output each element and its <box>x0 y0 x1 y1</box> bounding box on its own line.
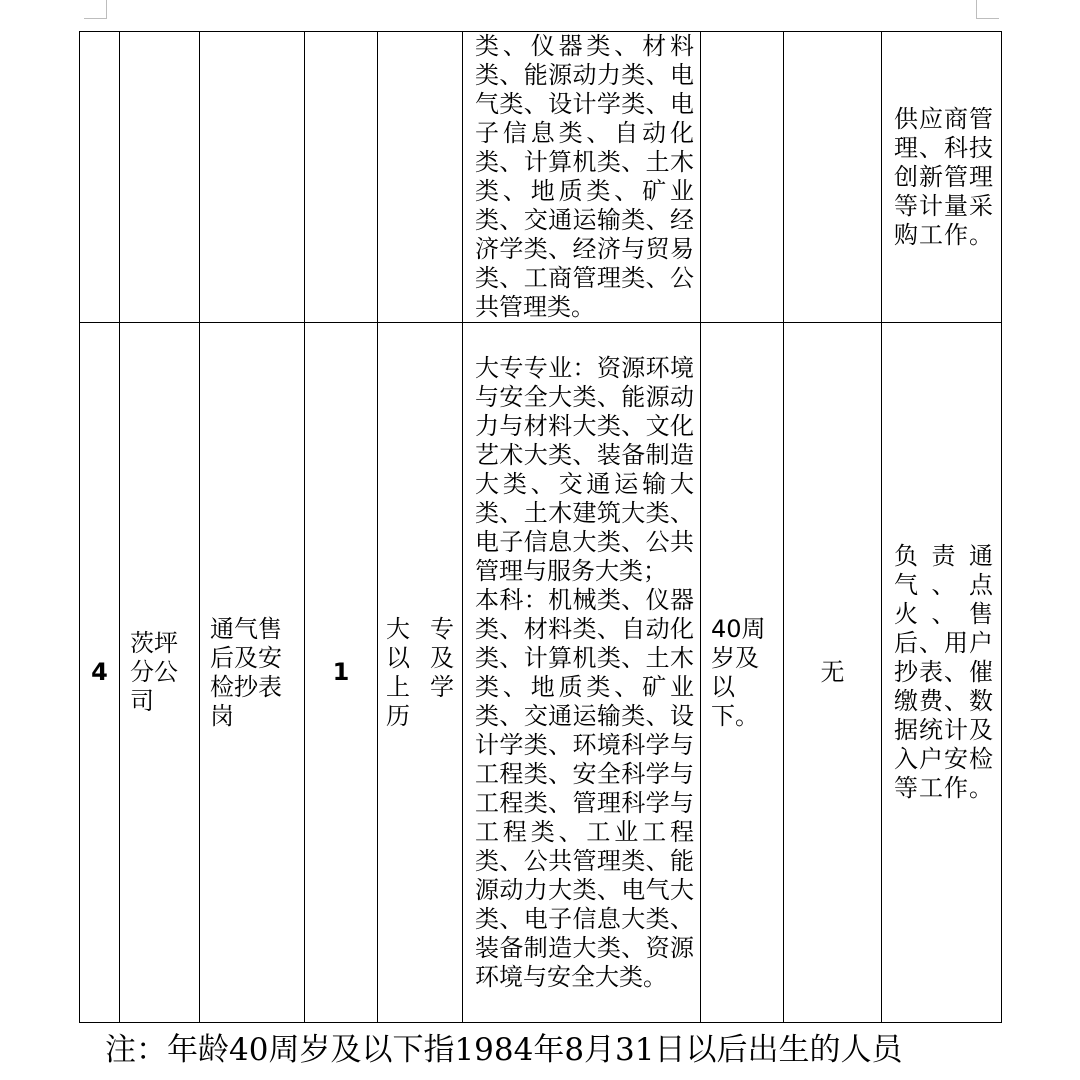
crop-mark-top-left <box>84 0 107 19</box>
company-cell <box>120 32 200 323</box>
count-cell <box>305 32 378 323</box>
table-row <box>80 323 1002 1023</box>
duty-cell <box>882 32 1002 323</box>
count-cell: 1 <box>305 323 378 1023</box>
other-cell: 无 <box>784 323 882 1023</box>
company-name: 茨坪分公司 <box>130 629 178 715</box>
major-cell: 大专专业：资源环境与安全大类、能源动力与材料大类、文化艺术大类、装备制造大类、交通运输大类、土木建筑大类、电子信息大类、公共管理与服务大类； 本科：机械类、仪器类、材料类、自动化类、计算机类、土木类、地质类、矿业类、交通运输类、设计学类、环境科学与工程类、安全科学与工程类、管理科学与工程类、工业工程类、公共管理类、能源动力大类、电气大类、电子信息大类、装备制造大类、资源环境与安全大类。 <box>463 323 701 1023</box>
footnote: 注：年龄40周岁及以下指1984年8月31日以后出生的人员 <box>105 1032 903 1068</box>
duty-text: 供应商管理、科技创新管理等计量采购工作。 <box>894 104 993 249</box>
post-cell <box>200 323 305 1023</box>
table-row-continued <box>80 32 1002 323</box>
age-cell <box>701 32 784 323</box>
other-cell <box>784 32 882 323</box>
duty-text: 负责通气、点火、售后、用户抄表、催缴费、数据统计及入户安检等工作。 <box>894 542 993 802</box>
education-cell <box>378 323 463 1023</box>
company-cell <box>120 323 200 1023</box>
education-text: 大专以及上学历 <box>386 614 454 730</box>
index-cell: 4 <box>80 323 120 1023</box>
major-cell: 类、仪器类、材料类、能源动力类、电气类、设计学类、电子信息类、自动化类、计算机类、土木类、地质类、矿业类、交通运输类、经济学类、经济与贸易类、工商管理类、公共管理类。 <box>463 32 701 323</box>
recruitment-table <box>79 31 1002 1023</box>
age-cell: 40周岁及以下。 <box>701 323 784 1023</box>
education-cell <box>378 32 463 323</box>
crop-mark-top-right <box>976 0 999 19</box>
index-cell <box>80 32 120 323</box>
post-name: 通气售后及安检抄表岗 <box>210 614 282 730</box>
duty-cell <box>882 323 1002 1023</box>
post-cell <box>200 32 305 323</box>
